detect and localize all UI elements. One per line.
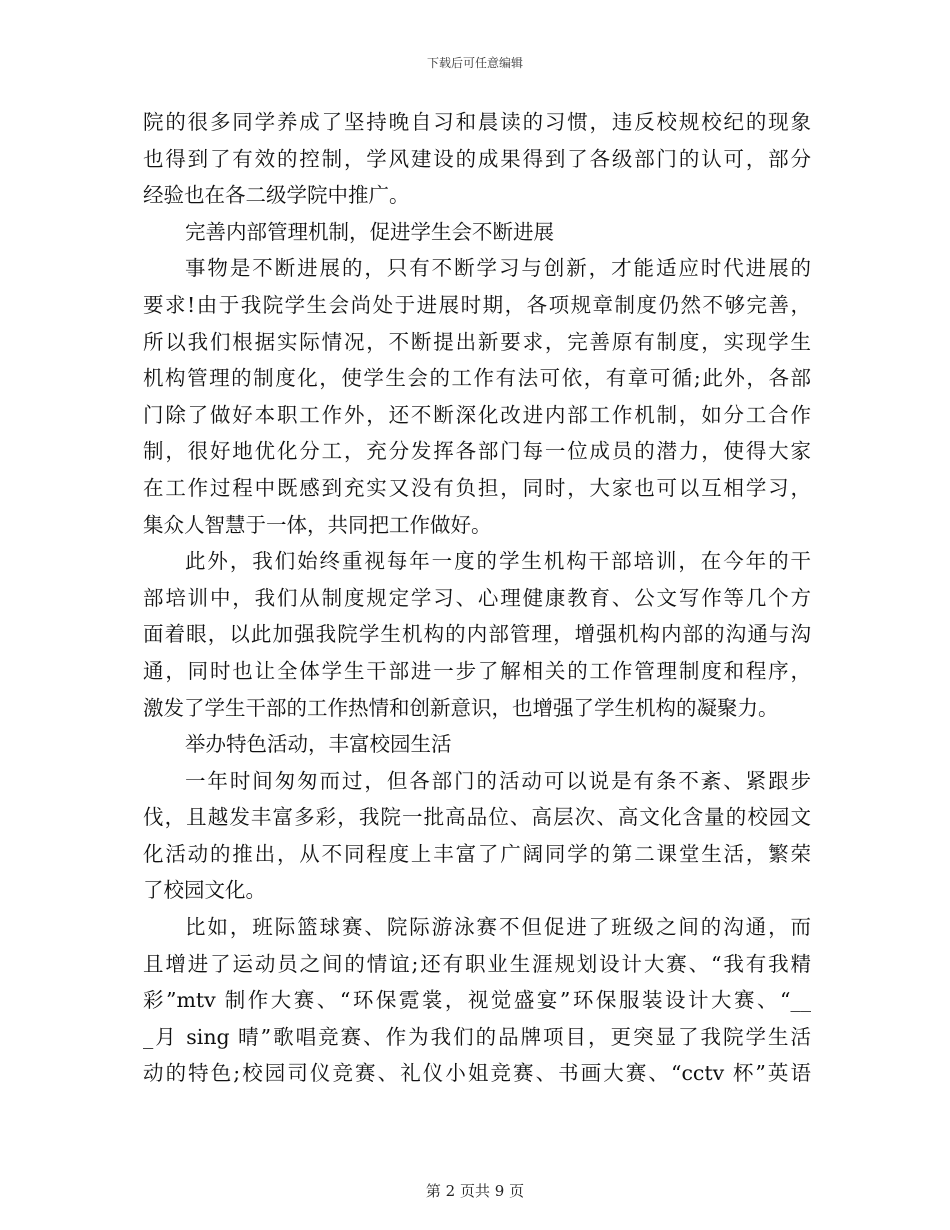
text-line: 经验也在各二级学院中推广。 — [143, 183, 410, 208]
text-line: 此外，我们始终重视每年一度的学生机构干部培训，在今年的干 — [185, 549, 811, 574]
text-line: 动的特色;校园司仪竞赛、礼仪小姐竞赛、书画大赛、“cctv 杯”英语 — [143, 1061, 811, 1086]
text-line: 了校园文化。 — [143, 878, 266, 903]
text-line: 激发了学生干部的工作热情和创新意识，也增强了学生机构的凝聚力。 — [143, 695, 779, 720]
text-line: 化活动的推出，从不同程度上丰富了广阔同学的第二课堂生活，繁荣 — [143, 841, 811, 866]
text-line: 门除了做好本职工作外，还不断深化改进内部工作机制，如分工合作 — [143, 402, 811, 427]
text-line: 通，同时也让全体学生干部进一步了解相关的工作管理制度和程序， — [143, 658, 811, 683]
text-line: 比如，班际篮球赛、院际游泳赛不但促进了班级之间的沟通，而 — [185, 915, 811, 940]
text-line: 制，很好地优化分工，充分发挥各部门每一位成员的潜力，使得大家 — [143, 439, 811, 464]
section-heading: 举办特色活动，丰富校园生活 — [185, 732, 452, 757]
text-line: 也得到了有效的控制，学风建设的成果得到了各级部门的认可，部分 — [143, 146, 811, 171]
text-line: 要求!由于我院学生会尚处于进展时期，各项规章制度仍然不够完善， — [143, 292, 811, 317]
text-line: 集众人智慧于一体，共同把工作做好。 — [143, 512, 492, 537]
page-footer: 第 2 页共 9 页 — [425, 1182, 525, 1200]
text-line: 面着眼，以此加强我院学生机构的内部管理，增强机构内部的沟通与沟 — [143, 622, 811, 647]
text-line: 且增进了运动员之间的情谊;还有职业生涯规划设计大赛、“我有我精 — [143, 951, 811, 976]
text-line: 事物是不断进展的，只有不断学习与创新，才能适应时代进展的 — [185, 256, 811, 281]
text-line: 院的很多同学养成了坚持晚自习和晨读的习惯，违反校规校纪的现象 — [143, 110, 811, 134]
text-line: 伐，且越发丰富多彩，我院一批高品位、高层次、高文化含量的校园文 — [143, 805, 811, 830]
section-heading: 完善内部管理机制，促进学生会不断进展 — [185, 219, 554, 244]
page-header: 下载后可任意编辑 — [426, 56, 523, 70]
text-line: 一年时间匆匆而过，但各部门的活动可以说是有条不紊、紧跟步 — [185, 768, 811, 793]
text-line: _月 sing 晴”歌唱竞赛、作为我们的品牌项目，更突显了我院学生活 — [143, 1024, 811, 1049]
text-line: 所以我们根据实际情况，不断提出新要求，完善原有制度，实现学生 — [143, 329, 811, 354]
text-line: 在工作过程中既感到充实又没有负担，同时，大家也可以互相学习， — [143, 475, 811, 500]
document-body — [143, 104, 811, 1092]
text-line: 部培训中，我们从制度规定学习、心理健康教育、公文写作等几个方 — [143, 585, 811, 610]
text-line: 机构管理的制度化，使学生会的工作有法可依，有章可循;此外，各部 — [143, 366, 811, 391]
text-line: 彩”mtv 制作大赛、“环保霓裳，视觉盛宴”环保服装设计大赛、“__ — [143, 988, 811, 1013]
